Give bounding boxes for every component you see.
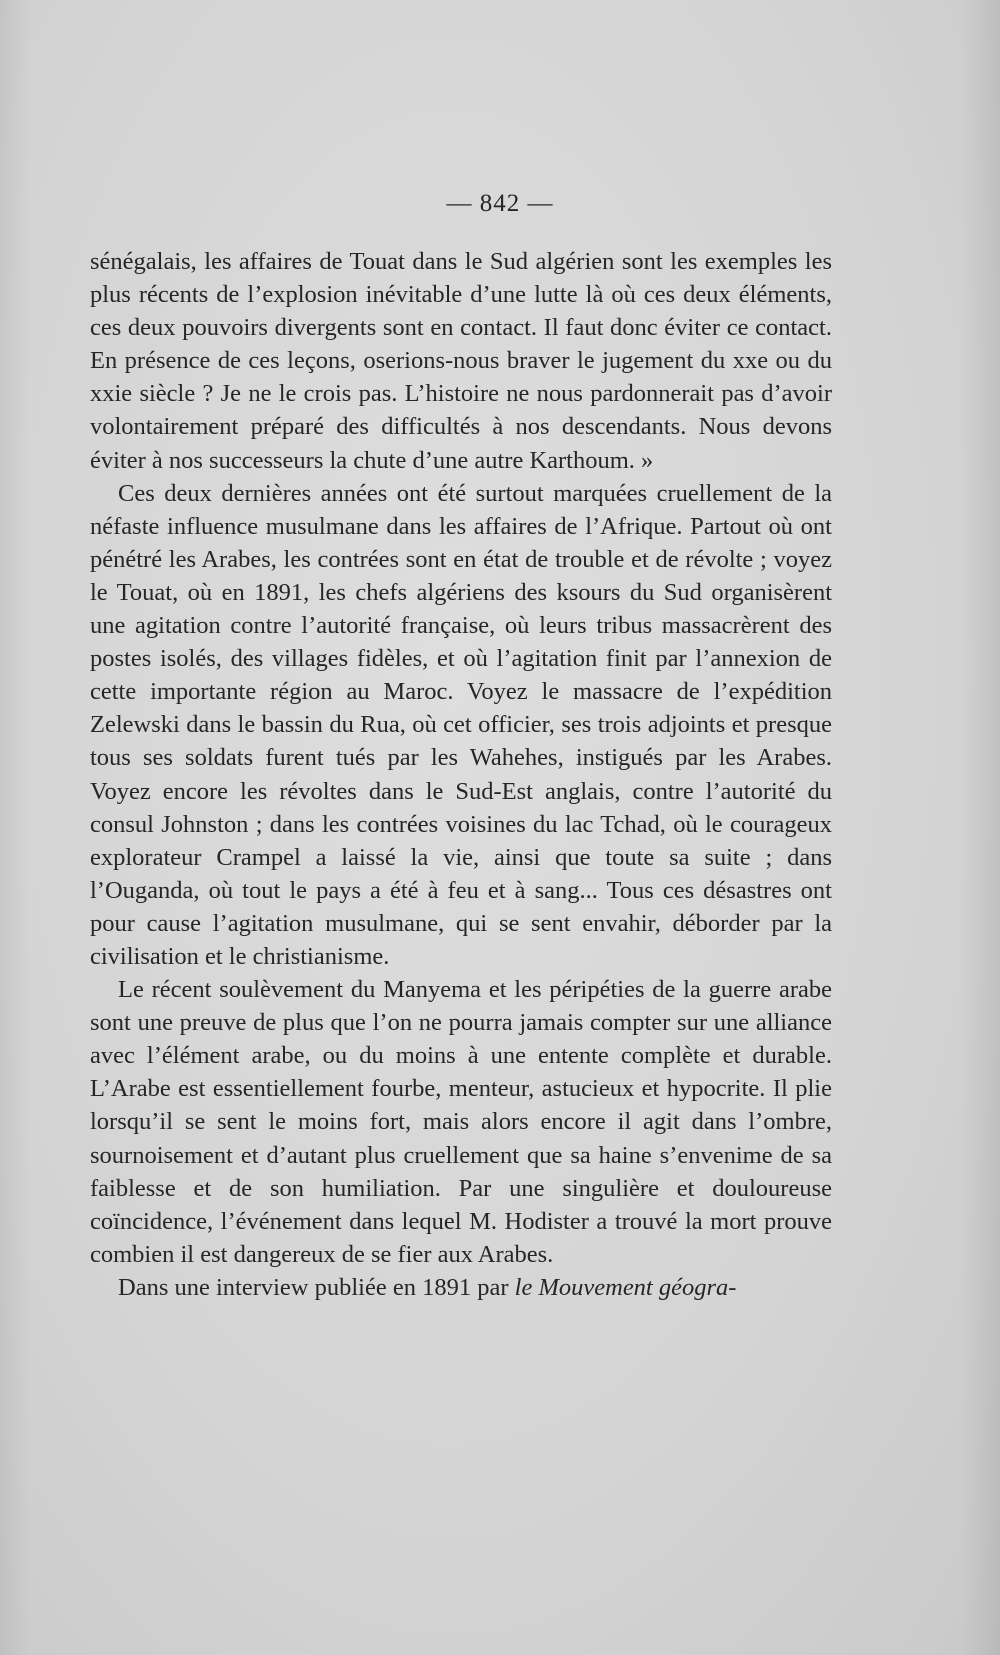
paragraph-4: [90, 1271, 832, 1304]
paragraph-2: Ces deux dernières années ont été surtout marquées cruellement de la néfaste influence musulmane dans les affaires de l’Afrique. Partout où ont pénétré les Arabes, les contrées sont en état de trouble et de révolte ; voyez le Touat, où en 1891, les chefs algériens des ksours du Sud organisèrent une agitation contre l’autorité française, où leurs tribus massacrèrent des postes isolés, des villages fidèles, et où l’agitation finit par l’annexion de cette importante région au Maroc. Voyez le massacre de l’expédition Zelewski dans le bassin du Rua, où cet officier, ses trois adjoints et presque tous ses soldats furent tués par les Wahehes, instigués par les Arabes. Voyez encore les révoltes dans le Sud-Est anglais, contre l’autorité du consul Johnston ; dans les contrées voisines du lac Tchad, où le courageux explorateur Crampel a laissé la vie, ainsi que toute sa suite ; dans l’Ouganda, où tout le pays a été à feu et à sang... Tous ces désastres ont pour cause l’agitation musulmane, qui se sent envahir, déborder par la civilisation et le christianisme.: [90, 479, 832, 970]
paragraph-1: sénégalais, les affaires de Touat dans le Sud algérien sont les exemples les plus récents de l’explosion inévitable d’une lutte là où ces deux éléments, ces deux pouvoirs divergents sont en contact. Il faut donc éviter ce contact. En présence de ces leçons, oserions-nous braver le jugement du xxe ou du xxie siècle ? Je ne le crois pas. L’histoire ne nous pardonnerait pas d’avoir volontairement préparé des difficultés à nos descendants. Nous devons éviter à nos successeurs la chute d’une autre Karthoum. »: [90, 248, 832, 474]
paragraph-3: Le récent soulèvement du Manyema et les péripéties de la guerre arabe sont une preuve de plus que l’on ne pourra jamais compter sur une alliance avec l’élément arabe, ou du moins à une entente complète et durable. L’Arabe est essentiellement fourbe, menteur, astucieux et hypocrite. Il plie lorsqu’il se sent le moins fort, mais alors encore il agit dans l’ombre, sournoisement et d’autant plus cruellement que sa haine s’envenime de sa faiblesse et de son humiliation. Par une singulière et douloureuse coïncidence, l’événement dans lequel M. Hodister a trouvé la mort prouve combien il est dangereux de se fier aux Arabes.: [90, 976, 832, 1268]
journal-title-italic: le Mouvement géogra-: [514, 1273, 737, 1301]
page-edge-shadow-right: [960, 0, 1000, 1655]
paragraph-4-text: Dans une interview publiée en 1891 par: [118, 1273, 515, 1301]
page-edge-shadow-left: [0, 0, 30, 1655]
page-number: — 842 —: [446, 190, 554, 217]
body-text: [90, 245, 832, 1304]
